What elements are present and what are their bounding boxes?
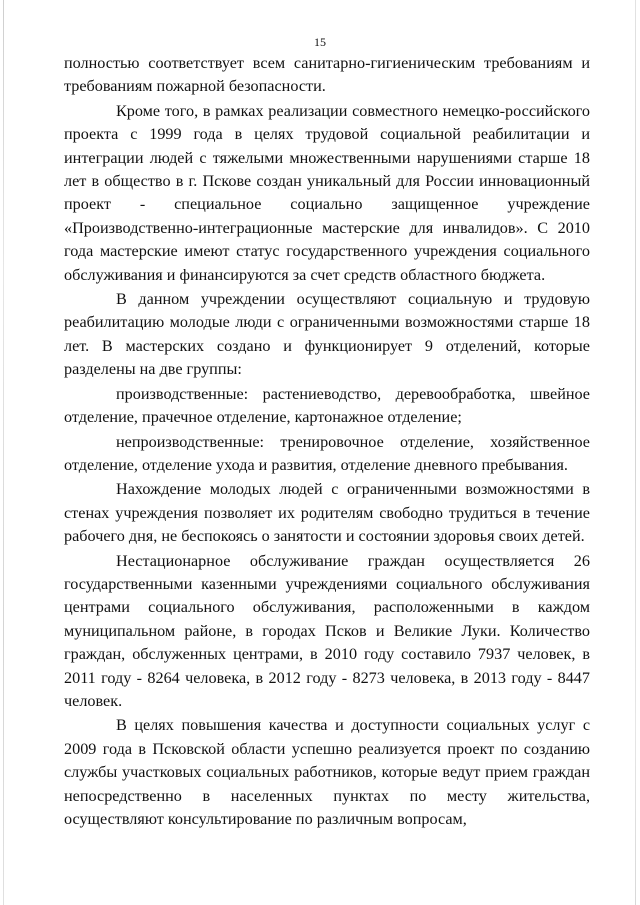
paragraph-continuation: полностью соответствует всем санитарно-гигиеническим требованиям и требованиям пожарной безопасности. xyxy=(64,54,590,96)
paragraph-nonproduction-departments: непроизводственные: тренировочное отделение, хозяйственное отделение, отделение ухода и развития, отделение дневного пребывания. xyxy=(64,432,590,474)
page-number: 15 xyxy=(314,35,326,49)
paragraph-rehabilitation: В данном учреждении осуществляют социальную и трудовую реабилитацию молодые люди с ограниченными возможностями старше 18 лет. В мастерских создано и функционирует 9 отделений, которые разделены на две группы: xyxy=(64,290,590,379)
paragraph-parents: Нахождение молодых людей с ограниченными возможностями в стенах учреждения позволяет их родителям свободно трудиться в течение рабочего дня, не беспокоясь о занятости и состоянии здоровья своих детей. xyxy=(64,480,590,546)
document-body xyxy=(64,52,590,831)
paragraph-district-social-workers: В целях повышения качества и доступности социальных услуг с 2009 года в Псковской области успешно реализуется проект по созданию службы участковых социальных работников, которые ведут прием граждан непосредственно в населенных пунктах по месту жительства, осуществляют консультирование по различным вопросам, xyxy=(64,716,590,828)
paragraph-nonstationary-service: Нестационарное обслуживание граждан осуществляется 26 государственными казенными учреждениями социального обслуживания центрами социального обслуживания, расположенными в каждом муниципальном районе, в городах Псков и Великие Луки. Количество граждан, обслуженных центрами, в 2010 году составило 7937 человек, в 2011 году - 8264 человека, в 2012 году - 8273 человека, в 2013 году - 8447 человек. xyxy=(64,551,590,710)
scan-edge-left xyxy=(3,0,4,905)
scan-edge-right xyxy=(635,0,636,905)
paragraph-workshops-project: Кроме того, в рамках реализации совместного немецко-российского проекта с 1999 года в целях трудовой социальной реабилитации и интеграции людей с тяжелыми множественными нарушениями старше 18 лет в общество в г. Пскове создан уникальный для России инновационный проект - специальное социально защищенное учреждение «Производственно-интеграционные мастерские для инвалидов». С 2010 года мастерские имеют статус государственного учреждения социального обслуживания и финансируются за счет средств областного бюджета. xyxy=(64,101,590,284)
paragraph-production-departments: производственные: растениеводство, деревообработка, швейное отделение, прачечное отделение, картонажное отделение; xyxy=(64,384,590,427)
